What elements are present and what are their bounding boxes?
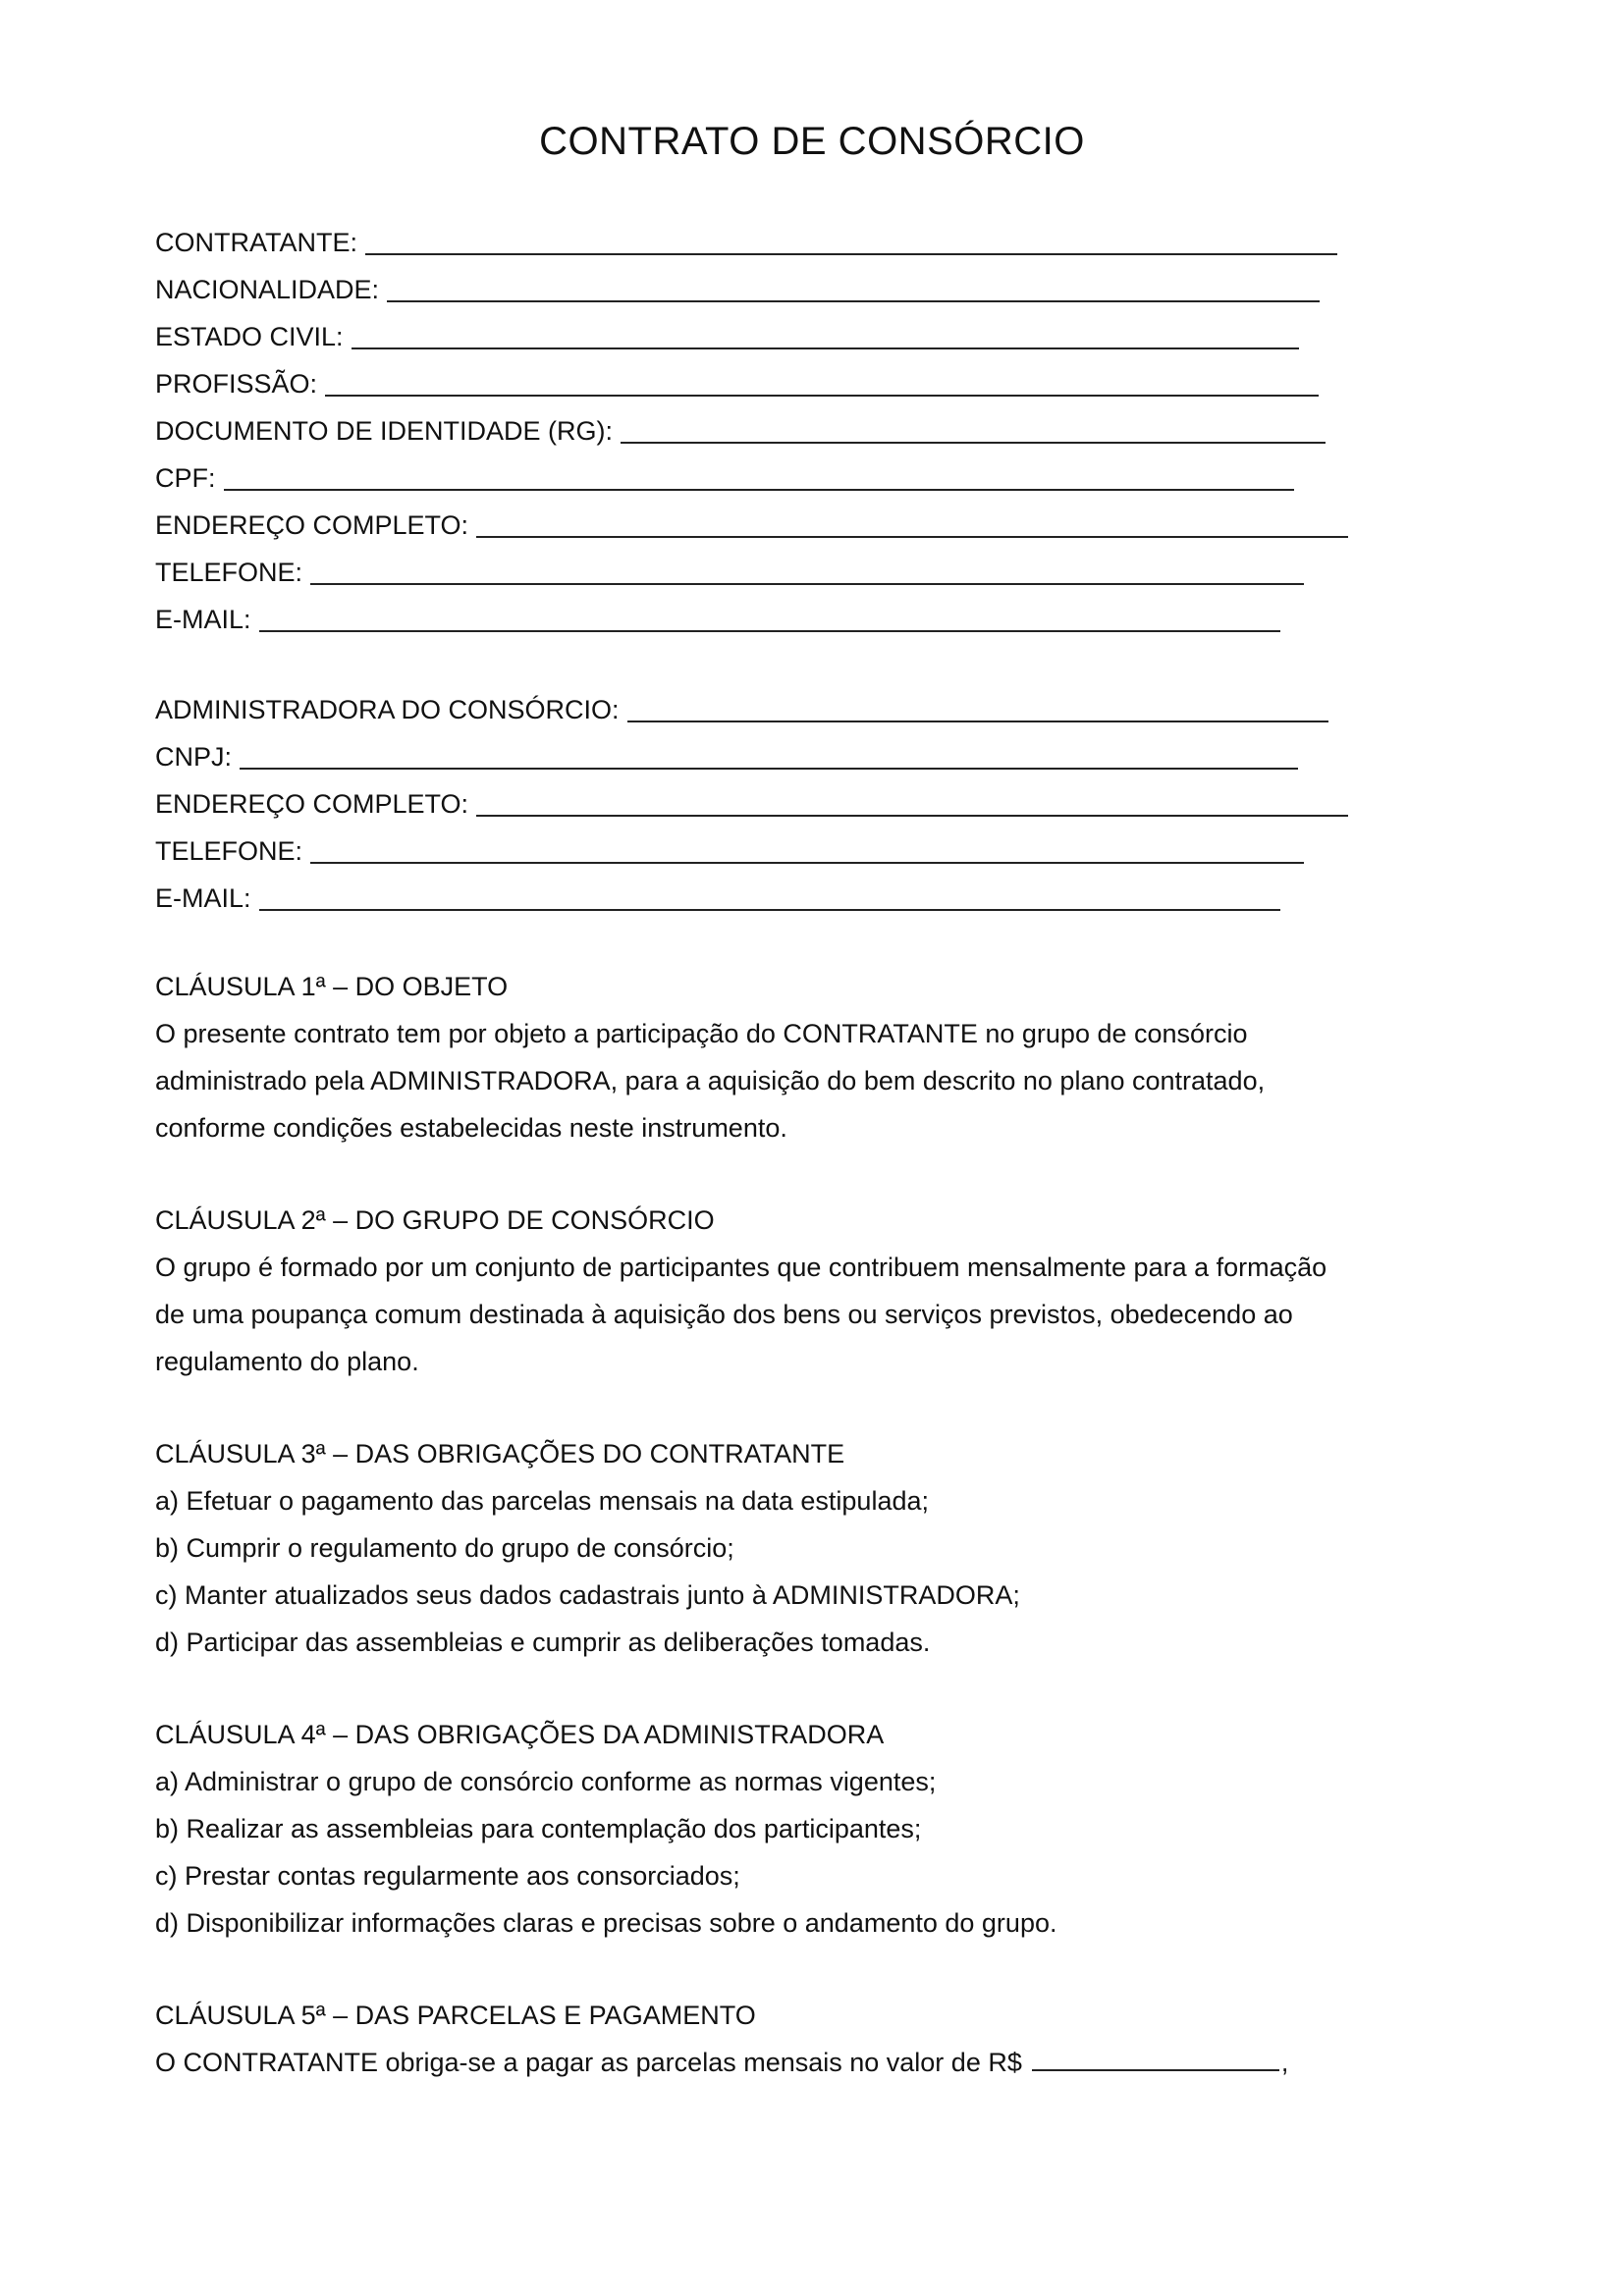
field-email — [155, 592, 1392, 639]
clause-item: a) Administrar o grupo de consórcio conforme as normas vigentes; — [155, 1767, 937, 1796]
field-label: E-MAIL: — [155, 883, 251, 913]
clause-3 — [155, 1430, 1392, 1666]
clause-item: d) Participar das assembleias e cumprir as deliberações tomadas. — [155, 1628, 931, 1657]
field-label: ENDEREÇO COMPLETO: — [155, 789, 469, 819]
field-administradora — [155, 682, 1392, 729]
document-title: CONTRATO DE CONSÓRCIO — [539, 120, 1085, 163]
clause-text-line: regulamento do plano. — [155, 1347, 419, 1376]
clause-text-line: O grupo é formado por um conjunto de participantes que contribuem mensalmente para a formação — [155, 1253, 1327, 1282]
blank-line — [325, 395, 1319, 397]
blank-line — [476, 815, 1348, 817]
blank-line — [621, 442, 1326, 444]
clause-item: b) Realizar as assembleias para contemplação dos participantes; — [155, 1814, 922, 1843]
field-telefone-adm — [155, 824, 1392, 871]
blank-line — [352, 347, 1299, 349]
field-label: PROFISSÃO: — [155, 369, 318, 399]
blank-line — [1032, 2069, 1279, 2071]
field-email-adm — [155, 871, 1392, 918]
clause-item: b) Cumprir o regulamento do grupo de consórcio; — [155, 1533, 734, 1563]
blank-line — [259, 630, 1280, 632]
clause-heading: CLÁUSULA 1ª – DO OBJETO — [155, 972, 509, 1001]
field-label: E-MAIL: — [155, 605, 251, 634]
field-label: CONTRATANTE: — [155, 228, 357, 257]
clause-text-line: conforme condições estabelecidas neste instrumento. — [155, 1113, 787, 1143]
clause-text-line: O presente contrato tem por objeto a participação do CONTRATANTE no grupo de consórcio — [155, 1019, 1248, 1048]
contratante-section — [155, 215, 1392, 639]
field-cnpj — [155, 729, 1392, 776]
clause-text-line — [155, 2039, 1392, 2086]
field-nacionalidade — [155, 262, 1392, 309]
field-label: ADMINISTRADORA DO CONSÓRCIO: — [155, 695, 620, 724]
field-label: NACIONALIDADE: — [155, 275, 380, 304]
field-profissao — [155, 356, 1392, 403]
field-label: ENDEREÇO COMPLETO: — [155, 510, 469, 540]
field-contratante — [155, 215, 1392, 262]
clause-text-line: de uma poupança comum destinada à aquisição dos bens ou serviços previstos, obedecendo ao — [155, 1300, 1293, 1329]
clause-1 — [155, 963, 1392, 1151]
blank-line — [310, 583, 1304, 585]
blank-line — [387, 300, 1320, 302]
clause-item: a) Efetuar o pagamento das parcelas mensais na data estipulada; — [155, 1486, 929, 1516]
field-endereco — [155, 498, 1392, 545]
field-estado-civil — [155, 309, 1392, 356]
field-label: CPF: — [155, 463, 216, 493]
field-telefone — [155, 545, 1392, 592]
clause-5 — [155, 1992, 1392, 2086]
blank-line — [224, 489, 1294, 491]
clause-heading: CLÁUSULA 5ª – DAS PARCELAS E PAGAMENTO — [155, 2001, 756, 2030]
blank-line — [627, 721, 1328, 722]
clause-5-suffix: , — [1280, 2048, 1289, 2077]
clause-heading: CLÁUSULA 4ª – DAS OBRIGAÇÕES DA ADMINISTRADORA — [155, 1720, 885, 1749]
field-label: ESTADO CIVIL: — [155, 322, 344, 351]
blank-line — [259, 909, 1280, 911]
administradora-section — [155, 682, 1392, 918]
clause-5-text: O CONTRATANTE obriga-se a pagar as parcelas mensais no valor de R$ — [155, 2048, 1022, 2077]
field-label: TELEFONE: — [155, 558, 303, 587]
blank-line — [365, 253, 1337, 255]
clause-heading: CLÁUSULA 2ª – DO GRUPO DE CONSÓRCIO — [155, 1205, 715, 1235]
field-label: TELEFONE: — [155, 836, 303, 866]
clause-heading: CLÁUSULA 3ª – DAS OBRIGAÇÕES DO CONTRATANTE — [155, 1439, 845, 1468]
clause-4 — [155, 1711, 1392, 1947]
clause-2 — [155, 1197, 1392, 1385]
blank-line — [240, 768, 1298, 770]
field-label: DOCUMENTO DE IDENTIDADE (RG): — [155, 416, 614, 446]
clause-item: c) Prestar contas regularmente aos consorciados; — [155, 1861, 740, 1891]
blank-line — [476, 536, 1348, 538]
field-label: CNPJ: — [155, 742, 233, 772]
clause-text-line: administrado pela ADMINISTRADORA, para a aquisição do bem descrito no plano contratado, — [155, 1066, 1266, 1095]
field-cpf — [155, 451, 1392, 498]
field-rg — [155, 403, 1392, 451]
field-endereco-adm — [155, 776, 1392, 824]
clause-item: c) Manter atualizados seus dados cadastrais junto à ADMINISTRADORA; — [155, 1580, 1020, 1610]
clause-item: d) Disponibilizar informações claras e precisas sobre o andamento do grupo. — [155, 1908, 1057, 1938]
blank-line — [310, 862, 1304, 864]
